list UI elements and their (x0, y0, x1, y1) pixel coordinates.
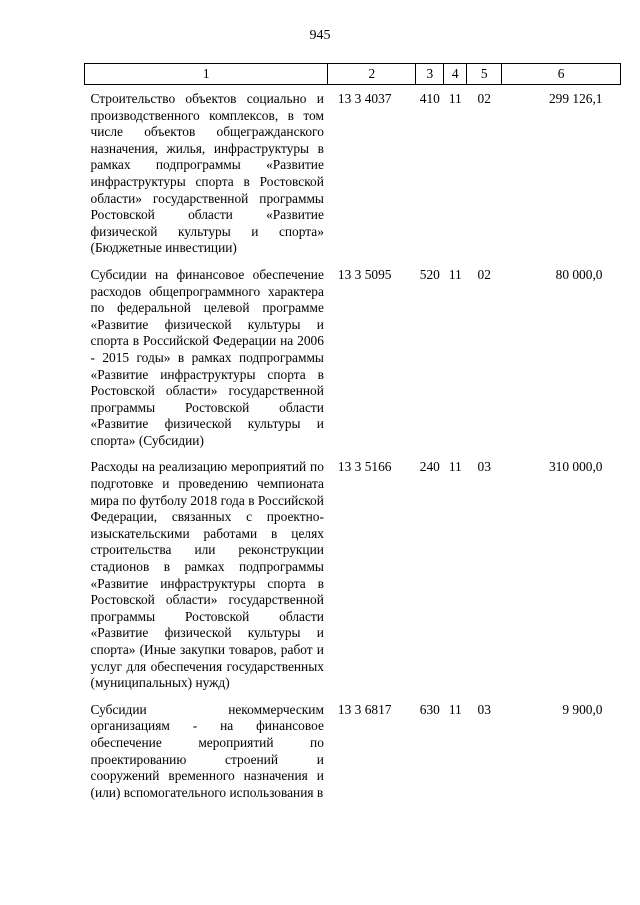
row-target-code: 13 3 4037 (337, 91, 392, 106)
row-amount: 9 900,0 (562, 701, 603, 717)
row-subsection: 03 (477, 459, 491, 475)
budget-table (84, 63, 621, 805)
row-subsection: 03 (477, 701, 491, 717)
row-expense-type: 240 (419, 459, 440, 475)
row-amount: 80 000,0 (555, 266, 603, 282)
row-target-code: 13 3 5166 (337, 459, 392, 475)
row-target-code: 13 3 6817 (337, 701, 392, 717)
page-number: 945 (309, 28, 331, 43)
row-description: Субсидии некоммерческим организациям - на финансовое обеспечение мероприятий по проектированию строений и сооружений временного назначения и (или) вспомогательного использования в (90, 701, 324, 800)
table-row (85, 85, 621, 261)
row-subsection: 02 (477, 266, 491, 282)
row-amount: 310 000,0 (548, 459, 603, 475)
row-section: 11 (448, 701, 462, 717)
row-amount: 299 126,1 (548, 91, 603, 106)
row-expense-type: 520 (419, 266, 440, 282)
table-row (85, 696, 621, 806)
row-section: 11 (448, 459, 462, 475)
header-col-2: 2 (328, 64, 416, 85)
row-section: 11 (448, 91, 462, 106)
header-row (85, 64, 621, 85)
row-description: Субсидии на финансовое обеспечение расходов общепрограммного характера по федеральной целевой программе «Развитие физической культуры и спорта в Российской Федерации на 2006 - 2015 годы» в рамках подпрограммы «Развитие инфраструктуры спорта в Ростовской области» государственной программы Ростовской области «Развитие физической культуры и спорта» (Субсидии) (90, 266, 324, 448)
header-col-5: 5 (467, 64, 502, 85)
row-description: Строительство объектов социально и производственного комплексов, в том числе объектов общегражданского назначения, жилья, инфраструктуры в рамках подпрограммы «Развитие инфраструктуры спорта в Ростовской области» государственной программы Ростовской области «Развитие физической культуры и спорта» (Бюджетные инвестиции) (90, 91, 324, 256)
header-col-1: 1 (85, 64, 328, 85)
row-expense-type: 410 (419, 91, 440, 106)
row-description: Расходы на реализацию мероприятий по подготовке и проведению чемпионата мира по футболу 2018 года в Российской Федерации, связанных с проектно-изыскательскими работами в целях строительства или реконструкции стадионов в рамках подпрограммы «Развитие инфраструктуры спорта в Ростовской области» государственной программы Ростовской области «Развитие физической культуры и спорта» (Иные закупки товаров, работ и услуг для обеспечения государственных (муниципальных) нужд) (90, 459, 324, 691)
row-target-code: 13 3 5095 (337, 266, 392, 282)
table-row (85, 453, 621, 695)
row-expense-type: 630 (419, 701, 440, 717)
table-row (85, 261, 621, 454)
row-section: 11 (448, 266, 462, 282)
header-col-3: 3 (416, 64, 444, 85)
header-col-6: 6 (502, 64, 621, 85)
row-subsection: 02 (477, 91, 491, 106)
header-col-4: 4 (444, 64, 467, 85)
